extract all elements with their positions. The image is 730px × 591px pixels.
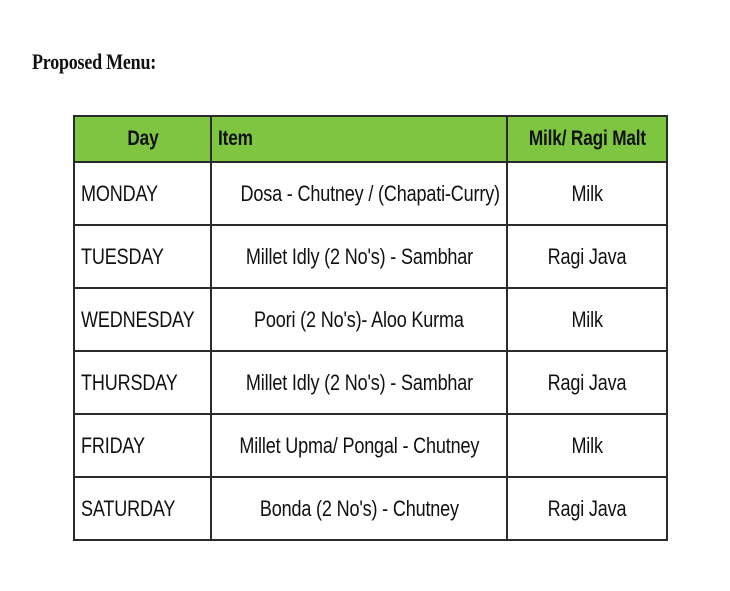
- table-header: [74, 116, 667, 162]
- header-item: Item: [211, 116, 507, 162]
- header-milk-ragi-malt: Milk/ Ragi Malt: [507, 116, 667, 162]
- cell-milk: Ragi Java: [507, 351, 667, 414]
- table-row: [74, 414, 667, 477]
- cell-day: WEDNESDAY: [74, 288, 211, 351]
- cell-milk: Milk: [507, 162, 667, 225]
- table-row: [74, 477, 667, 540]
- table-row: [74, 288, 667, 351]
- cell-item: Poori (2 No's)- Aloo Kurma: [211, 288, 507, 351]
- header-row: [74, 116, 667, 162]
- cell-milk: Milk: [507, 414, 667, 477]
- cell-day: TUESDAY: [74, 225, 211, 288]
- document-heading: Proposed Menu:: [32, 49, 157, 74]
- table-row: [74, 351, 667, 414]
- cell-day: FRIDAY: [74, 414, 211, 477]
- header-day: Day: [74, 116, 211, 162]
- cell-item: Millet Idly (2 No's) - Sambhar: [211, 351, 507, 414]
- cell-item: Millet Idly (2 No's) - Sambhar: [211, 225, 507, 288]
- menu-table: [73, 115, 668, 541]
- cell-milk: Milk: [507, 288, 667, 351]
- cell-item: Millet Upma/ Pongal - Chutney: [211, 414, 507, 477]
- cell-day: MONDAY: [74, 162, 211, 225]
- cell-item: Dosa - Chutney / (Chapati-Curry): [211, 162, 507, 225]
- cell-milk: Ragi Java: [507, 225, 667, 288]
- cell-item: Bonda (2 No's) - Chutney: [211, 477, 507, 540]
- cell-day: SATURDAY: [74, 477, 211, 540]
- cell-day: THURSDAY: [74, 351, 211, 414]
- cell-milk: Ragi Java: [507, 477, 667, 540]
- table-body: [74, 162, 667, 540]
- table-row: [74, 162, 667, 225]
- table-row: [74, 225, 667, 288]
